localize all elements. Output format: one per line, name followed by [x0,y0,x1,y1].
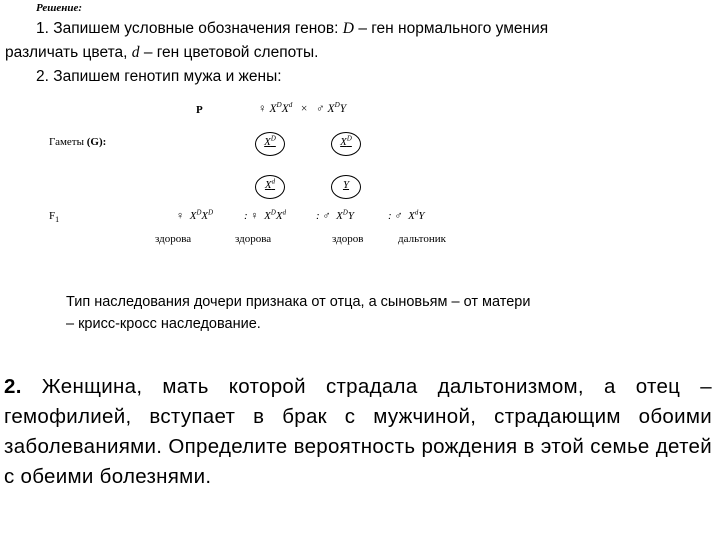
inheritance-note-line2: – крисс-кросс наследование. [66,316,261,332]
f1-genotype-3: : ♂ $X^DY$ [316,209,354,222]
male-symbol: ♂ [316,103,325,115]
gametes-symbol: (G): [86,136,107,148]
pheno-3: здоров [332,233,364,245]
gene-d-symbol: d [131,44,140,61]
gametes-word: Гаметы [49,136,85,148]
pheno-2: здорова [235,233,272,245]
female-symbol: ♀ [258,103,267,115]
parents-label: P [196,104,203,116]
task-number: 2. [4,375,22,398]
gamete-female-XD: $X^D$ [255,132,285,156]
solution-heading: Решение: [36,2,83,14]
f1-label: $F_1$ [49,210,60,225]
step1-line2-lead: различать цвета, [5,44,128,61]
parents-genotypes: ♀ $X^DX^d$ × ♂ $X^DY$ [258,101,347,115]
f1-genotype-1: ♀ $X^DX^D$ [176,209,214,222]
step2-line: 2. Запишем генотип мужа и жены: [36,68,282,85]
task-2 [4,372,712,492]
f1-genotype-4: : ♂ $X^dY$ [388,209,425,222]
inheritance-note-line1: Тип наследования дочери признака от отца, а сыновьям – от матери [66,294,531,310]
f1-genotype-2: : ♀ $X^DX^d$ [244,209,286,222]
gamete-female-Xd: $X^d$ [255,175,285,199]
gamete-male-Y: Y [331,175,361,199]
step1-mid: – ген нормального умения [358,20,549,37]
pheno-1: здорова [155,233,192,245]
step1-line2 [5,44,318,62]
cross-sign: × [300,103,308,115]
step1-line1 [36,20,548,38]
pheno-4: дальтоник [398,233,446,245]
gamete-male-XD: $X^D$ [331,132,361,156]
gene-D-symbol: D [342,20,354,37]
step1-lead: 1. Запишем условные обозначения генов: [36,20,339,37]
gametes-label [49,136,106,148]
task-text: Женщина, мать которой страдала дальтонизмом, а отец – гемофилией, вступает в брак с мужчиной, страдающим обоими заболеваниями. Определите вероятность рождения в этой семье детей с обеими болезнями. [4,375,713,488]
step1-line2-tail: – ген цветовой слепоты. [143,44,319,61]
